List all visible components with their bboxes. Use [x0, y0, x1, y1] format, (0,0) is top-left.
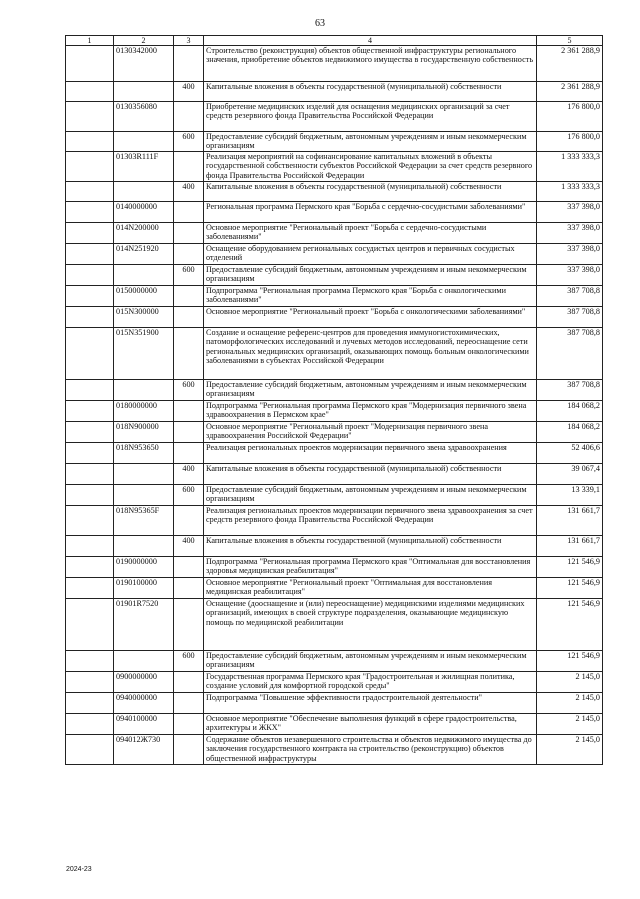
row-code: [114, 464, 174, 485]
row-amount: 387 708,8: [537, 380, 603, 401]
row-blank-cell: [66, 46, 114, 82]
row-amount: 387 708,8: [537, 307, 603, 328]
row-code: 0940000000: [114, 693, 174, 714]
row-amount: 2 145,0: [537, 735, 603, 765]
row-blank-cell: [66, 152, 114, 182]
row-name: Реализация региональных проектов модернизации первичного звена здравоохранения: [204, 443, 537, 464]
row-expense-type: 400: [174, 82, 204, 102]
row-name: Основное мероприятие "Региональный проект "Борьба с онкологическими заболеваниями": [204, 307, 537, 328]
table-row: [66, 307, 603, 328]
row-expense-type: [174, 672, 204, 693]
row-name: Предоставление субсидий бюджетным, автономным учреждениям и иным некоммерческим организациям: [204, 132, 537, 152]
row-expense-type: [174, 202, 204, 223]
row-expense-type: [174, 422, 204, 443]
row-expense-type: [174, 443, 204, 464]
table-header-row: [66, 36, 603, 46]
row-name: Подпрограмма "Региональная программа Пермского края "Оптимальная для восстановления здоровья медицинская реабилитация": [204, 557, 537, 578]
table-row: [66, 401, 603, 422]
row-amount: 2 361 288,9: [537, 46, 603, 82]
row-expense-type: [174, 244, 204, 265]
row-code: 018N953650: [114, 443, 174, 464]
row-blank-cell: [66, 380, 114, 401]
row-amount: 1 333 333,3: [537, 152, 603, 182]
row-expense-type: 400: [174, 182, 204, 202]
header-col-1: 1: [66, 36, 114, 46]
row-code: 0900000000: [114, 672, 174, 693]
row-expense-type: [174, 307, 204, 328]
table-row: [66, 693, 603, 714]
row-blank-cell: [66, 132, 114, 152]
table-row: [66, 735, 603, 765]
page-number: 63: [315, 18, 325, 29]
row-amount: 13 339,1: [537, 485, 603, 506]
row-name: Основное мероприятие "Обеспечение выполнения функций в сфере градостроительства, архитектуры и ЖКХ": [204, 714, 537, 735]
row-name: Подпрограмма "Региональная программа Пермского края "Борьба с онкологическими заболеваниями": [204, 286, 537, 307]
table-row: [66, 599, 603, 651]
row-amount: 121 546,9: [537, 557, 603, 578]
row-name: Реализация региональных проектов модернизации первичного звена здравоохранения за счет средств резервного фонда Правительства Российской Федерации: [204, 506, 537, 536]
table-row: [66, 422, 603, 443]
row-expense-type: 400: [174, 536, 204, 557]
row-amount: 2 145,0: [537, 672, 603, 693]
row-blank-cell: [66, 422, 114, 443]
table-row: [66, 182, 603, 202]
header-col-4: 4: [204, 36, 537, 46]
row-blank-cell: [66, 714, 114, 735]
row-code: 0190100000: [114, 578, 174, 599]
row-amount: 121 546,9: [537, 599, 603, 651]
row-blank-cell: [66, 672, 114, 693]
row-blank-cell: [66, 464, 114, 485]
row-expense-type: [174, 286, 204, 307]
row-expense-type: [174, 557, 204, 578]
table-row: [66, 202, 603, 223]
budget-table-body: [66, 36, 603, 765]
row-blank-cell: [66, 265, 114, 286]
row-code: 015N300000: [114, 307, 174, 328]
row-amount: 387 708,8: [537, 286, 603, 307]
row-code: [114, 82, 174, 102]
budget-table: [65, 35, 603, 765]
row-expense-type: 400: [174, 464, 204, 485]
row-code: 0180000000: [114, 401, 174, 422]
row-amount: 337 398,0: [537, 202, 603, 223]
row-blank-cell: [66, 286, 114, 307]
row-amount: 337 398,0: [537, 265, 603, 286]
row-name: Предоставление субсидий бюджетным, автономным учреждениям и иным некоммерческим организациям: [204, 651, 537, 672]
row-amount: 52 406,6: [537, 443, 603, 464]
row-blank-cell: [66, 244, 114, 265]
row-amount: 176 800,0: [537, 102, 603, 132]
table-row: [66, 380, 603, 401]
row-expense-type: [174, 223, 204, 244]
row-code: 0940100000: [114, 714, 174, 735]
row-amount: 39 067,4: [537, 464, 603, 485]
row-code: [114, 182, 174, 202]
row-blank-cell: [66, 102, 114, 132]
row-amount: 131 661,7: [537, 536, 603, 557]
row-name: Оснащение оборудованием региональных сосудистых центров и первичных сосудистых отделений: [204, 244, 537, 265]
row-expense-type: [174, 735, 204, 765]
row-blank-cell: [66, 578, 114, 599]
footer-code: 2024-23: [66, 866, 92, 873]
row-name: Подпрограмма "Региональная программа Пермского края "Модернизация первичного звена здравоохранения в Пермском крае": [204, 401, 537, 422]
row-code: 0190000000: [114, 557, 174, 578]
table-row: [66, 328, 603, 380]
row-blank-cell: [66, 735, 114, 765]
row-expense-type: [174, 599, 204, 651]
row-expense-type: [174, 328, 204, 380]
table-row: [66, 82, 603, 102]
table-row: [66, 714, 603, 735]
row-code: 0130342000: [114, 46, 174, 82]
row-amount: 2 145,0: [537, 714, 603, 735]
table-row: [66, 557, 603, 578]
row-amount: 337 398,0: [537, 223, 603, 244]
row-expense-type: [174, 714, 204, 735]
row-code: 0130356080: [114, 102, 174, 132]
row-blank-cell: [66, 557, 114, 578]
table-row: [66, 443, 603, 464]
row-amount: 184 068,2: [537, 401, 603, 422]
table-row: [66, 672, 603, 693]
table-row: [66, 132, 603, 152]
row-blank-cell: [66, 485, 114, 506]
row-code: [114, 265, 174, 286]
row-expense-type: 600: [174, 485, 204, 506]
row-blank-cell: [66, 223, 114, 244]
row-code: 014N200000: [114, 223, 174, 244]
row-name: Содержание объектов незавершенного строительства и объектов недвижимого имущества до заключения государственного контракта на строительство (реконструкцию) объектов общественной инфраструктуры: [204, 735, 537, 765]
row-blank-cell: [66, 82, 114, 102]
row-name: Строительство (реконструкция) объектов общественной инфраструктуры регионального значения, приобретение объектов недвижимого имущества в государственную собственность: [204, 46, 537, 82]
table-row: [66, 265, 603, 286]
row-code: [114, 536, 174, 557]
row-code: [114, 380, 174, 401]
row-expense-type: 600: [174, 265, 204, 286]
row-name: Предоставление субсидий бюджетным, автономным учреждениям и иным некоммерческим организациям: [204, 485, 537, 506]
row-code: 01901R7520: [114, 599, 174, 651]
row-blank-cell: [66, 328, 114, 380]
row-blank-cell: [66, 307, 114, 328]
row-amount: 121 546,9: [537, 651, 603, 672]
row-amount: 387 708,8: [537, 328, 603, 380]
row-expense-type: [174, 693, 204, 714]
row-expense-type: [174, 578, 204, 599]
table-row: [66, 223, 603, 244]
row-blank-cell: [66, 651, 114, 672]
row-name: Капитальные вложения в объекты государственной (муниципальной) собственности: [204, 536, 537, 557]
table-row: [66, 152, 603, 182]
row-code: 01303R111F: [114, 152, 174, 182]
row-expense-type: 600: [174, 380, 204, 401]
table-row: [66, 506, 603, 536]
row-code: [114, 485, 174, 506]
row-code: 0150000000: [114, 286, 174, 307]
row-name: Оснащение (дооснащение и (или) переоснащение) медицинскими изделиями медицинских организаций, имеющих в своей структуре подразделения, оказывающие медицинскую помощь по медицинской реабилитации: [204, 599, 537, 651]
header-col-3: 3: [174, 36, 204, 46]
row-name: Капитальные вложения в объекты государственной (муниципальной) собственности: [204, 464, 537, 485]
row-expense-type: 600: [174, 651, 204, 672]
row-expense-type: 600: [174, 132, 204, 152]
row-code: 014N251920: [114, 244, 174, 265]
table-row: [66, 286, 603, 307]
row-blank-cell: [66, 536, 114, 557]
row-name: Капитальные вложения в объекты государственной (муниципальной) собственности: [204, 82, 537, 102]
row-name: Предоставление субсидий бюджетным, автономным учреждениям и иным некоммерческим организациям: [204, 265, 537, 286]
table-row: [66, 244, 603, 265]
row-name: Реализация мероприятий на софинансирование капитальных вложений в объекты государственной собственности субъектов Российской Федерации за счет средств резервного фонда Правительства Российской Федерации: [204, 152, 537, 182]
row-code: 094012Ж730: [114, 735, 174, 765]
row-amount: 121 546,9: [537, 578, 603, 599]
row-expense-type: [174, 152, 204, 182]
row-blank-cell: [66, 202, 114, 223]
row-name: Основное мероприятие "Региональный проект "Модернизация первичного звена здравоохранения Российской Федерации": [204, 422, 537, 443]
row-expense-type: [174, 102, 204, 132]
row-name: Основное мероприятие "Региональный проект "Борьба с сердечно-сосудистыми заболеваниями": [204, 223, 537, 244]
row-name: Региональная программа Пермского края "Борьба с сердечно-сосудистыми заболеваниями": [204, 202, 537, 223]
row-amount: 176 800,0: [537, 132, 603, 152]
row-blank-cell: [66, 693, 114, 714]
row-code: 0140000000: [114, 202, 174, 223]
row-code: [114, 132, 174, 152]
row-amount: 131 661,7: [537, 506, 603, 536]
row-name: Капитальные вложения в объекты государственной (муниципальной) собственности: [204, 182, 537, 202]
row-name: Подпрограмма "Повышение эффективности градостроительной деятельности": [204, 693, 537, 714]
row-name: Государственная программа Пермского края "Градостроительная и жилищная политика, создание условий для комфортной городской среды": [204, 672, 537, 693]
row-blank-cell: [66, 506, 114, 536]
row-blank-cell: [66, 443, 114, 464]
row-amount: 1 333 333,3: [537, 182, 603, 202]
row-expense-type: [174, 401, 204, 422]
row-blank-cell: [66, 401, 114, 422]
row-blank-cell: [66, 182, 114, 202]
row-name: Приобретение медицинских изделий для оснащения медицинских организаций за счет средств резервного фонда Правительства Российской Федерации: [204, 102, 537, 132]
row-name: Предоставление субсидий бюджетным, автономным учреждениям и иным некоммерческим организациям: [204, 380, 537, 401]
table-row: [66, 536, 603, 557]
row-code: [114, 651, 174, 672]
row-name: Создание и оснащение референс-центров для проведения иммуногистохимических, патоморфологических исследований и лучевых методов исследований, переоснащение сети региональных медицинских организаций, оказывающих помощь больным онкологическими заболеваниями в субъектах Российской Федерации: [204, 328, 537, 380]
row-amount: 337 398,0: [537, 244, 603, 265]
row-expense-type: [174, 506, 204, 536]
table-row: [66, 464, 603, 485]
row-blank-cell: [66, 599, 114, 651]
header-col-2: 2: [114, 36, 174, 46]
row-amount: 2 145,0: [537, 693, 603, 714]
table-row: [66, 46, 603, 82]
table-row: [66, 102, 603, 132]
header-col-5: 5: [537, 36, 603, 46]
row-name: Основное мероприятие "Региональный проект "Оптимальная для восстановления медицинская реабилитация": [204, 578, 537, 599]
row-code: 018N900000: [114, 422, 174, 443]
table-row: [66, 485, 603, 506]
row-code: 018N95365F: [114, 506, 174, 536]
row-expense-type: [174, 46, 204, 82]
table-row: [66, 578, 603, 599]
table-row: [66, 651, 603, 672]
row-code: 015N351900: [114, 328, 174, 380]
row-amount: 184 068,2: [537, 422, 603, 443]
row-amount: 2 361 288,9: [537, 82, 603, 102]
